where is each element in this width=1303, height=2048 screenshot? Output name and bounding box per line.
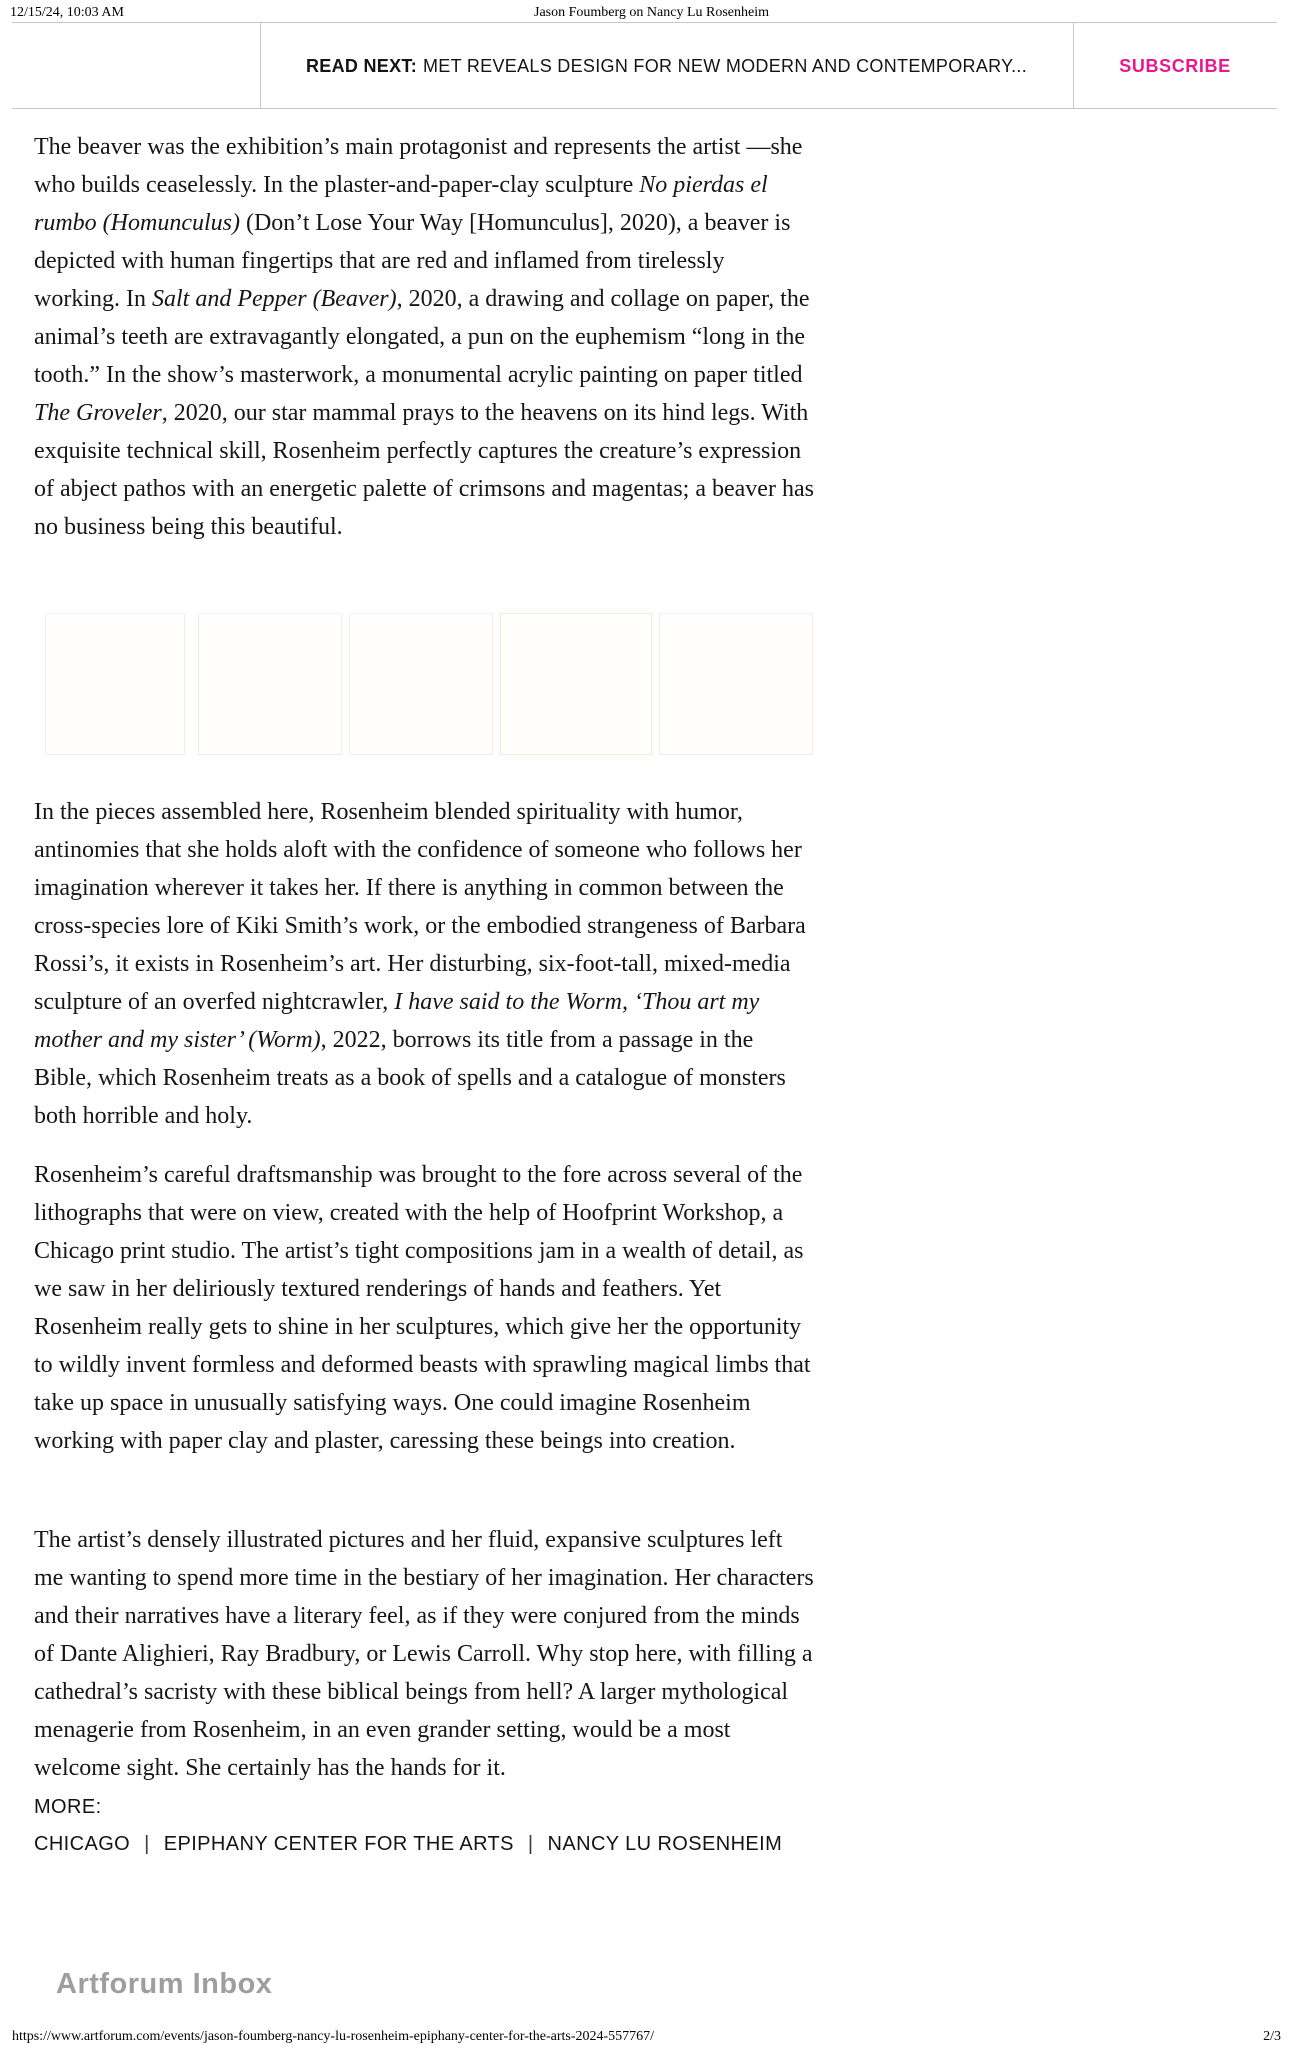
print-page-number: 2/3	[1263, 2029, 1281, 2044]
image-placeholder	[659, 613, 813, 755]
image-placeholder-row	[45, 613, 813, 755]
article-paragraph-3: Rosenheim’s careful draftsmanship was brought to the fore across several of the lithographs that were on view, created with the help of Hoofprint Workshop, a Chicago print studio. The artist’s tight compositions jam in a wealth of detail, as we saw in her deliriously textured renderings of hands and feathers. Yet Rosenheim really gets to shine in her sculptures, which give her the opportunity to wildly invent formless and deformed beasts with sprawling magical limbs that take up space in unusually satisfying ways. One could imagine Rosenheim working with paper clay and plaster, caressing these beings into creation.	[34, 1162, 811, 1454]
tag-epiphany-center[interactable]: EPIPHANY CENTER FOR THE ARTS	[163, 1833, 514, 1855]
image-placeholder	[45, 613, 185, 755]
subscribe-button[interactable]: SUBSCRIBE	[1119, 56, 1231, 76]
article-paragraph-1: The beaver was the exhibition’s main protagonist and represents the artist —she who builds ceaselessly. In the plaster-and-paper-clay sculpture No pierdas el rumbo (Homunculus) (Don’t Lose Your Way [Homunculus], 2020), a beaver is depicted with human fingertips that are red and inflamed from tirelessly working. In Salt and Pepper (Beaver), 2020, a drawing and collage on paper, the animal’s teeth are extravagantly elongated, a pun on the euphemism “long in the tooth.” In the show’s masterwork, a monumental acrylic painting on paper titled The Groveler, 2020, our star mammal prays to the heavens on its hind legs. With exquisite technical skill, Rosenheim perfectly captures the creature’s expression of abject pathos with an energetic palette of crimsons and magentas; a beaver has no business being this beautiful.	[34, 134, 814, 540]
tag-separator: |	[144, 1833, 150, 1855]
tag-nancy-lu-rosenheim[interactable]: NANCY LU ROSENHEIM	[547, 1833, 783, 1855]
more-label: MORE:	[34, 1796, 102, 1818]
article-paragraph-2: In the pieces assembled here, Rosenheim blended spirituality with humor, antinomies that she holds aloft with the confidence of someone who follows her imagination wherever it takes her. If there is anything in common between the cross-species lore of Kiki Smith’s work, or the embodied strangeness of Barbara Rossi’s, it exists in Rosenheim’s art. Her disturbing, six-foot-tall, mixed-media sculpture of an overfed nightcrawler, I have said to the Worm, ‘Thou art my mother and my sister’ (Worm), 2022, borrows its title from a passage in the Bible, which Rosenheim treats as a book of spells and a catalogue of monsters both horrible and holy.	[34, 799, 806, 1129]
article-paragraph-4: The artist’s densely illustrated pictures and her fluid, expansive sculptures left me wanting to spend more time in the bestiary of her imagination. Her characters and their narratives have a literary feel, as if they were conjured from the minds of Dante Alighieri, Ray Bradbury, or Lewis Carroll. Why stop here, with filling a cathedral’s sacristy with these biblical beings from hell? A larger mythological menagerie from Rosenheim, in an even grander setting, would be a most welcome sight. She certainly has the hands for it.	[34, 1527, 814, 1781]
tag-chicago[interactable]: CHICAGO	[34, 1833, 131, 1855]
image-placeholder	[198, 613, 342, 755]
read-next-headline[interactable]	[260, 23, 1073, 110]
tag-separator: |	[527, 1833, 534, 1855]
read-next-label: READ NEXT:	[305, 56, 417, 76]
print-timestamp: 12/15/24, 10:03 AM	[10, 5, 124, 20]
read-next-title: MET REVEALS DESIGN FOR NEW MODERN AND CONTEMPORARY...	[423, 56, 1027, 76]
print-footer-url: https://www.artforum.com/events/jason-foumberg-nancy-lu-rosenheim-epiphany-center-for-the-arts-2024-557767/	[12, 2029, 655, 2044]
read-next-bar	[12, 22, 1277, 109]
subscribe-cell	[1073, 23, 1277, 110]
artforum-inbox-heading: Artforum Inbox	[56, 1968, 273, 2000]
print-page-title: Jason Foumberg on Nancy Lu Rosenheim	[534, 5, 769, 20]
image-placeholder	[349, 613, 493, 755]
image-placeholder	[500, 613, 652, 755]
tags-row	[34, 1833, 782, 1856]
